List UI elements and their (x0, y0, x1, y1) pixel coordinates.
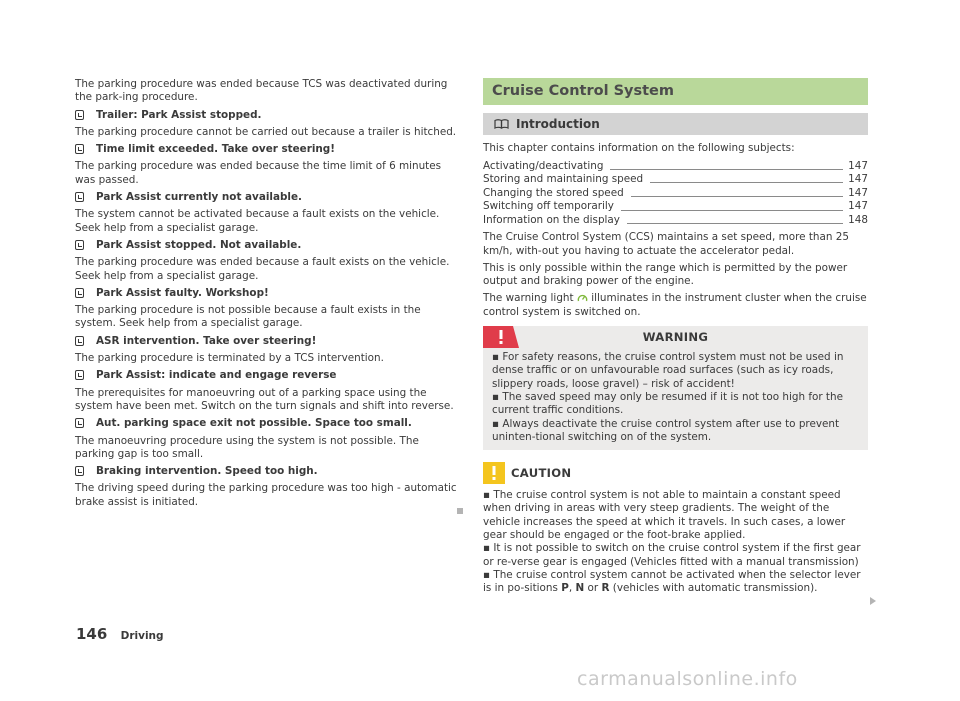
warning-box (483, 326, 868, 450)
display-message-icon (75, 192, 84, 202)
watermark: carmanualsonline.info (577, 668, 798, 690)
bullet-mark: ▪ (492, 351, 503, 364)
table-of-contents (483, 159, 868, 227)
caution-header (483, 462, 868, 484)
display-message-text: Park Assist faulty. Workshop! (96, 286, 269, 299)
toc-leader (621, 210, 843, 211)
display-message-icon (75, 144, 84, 154)
book-icon (494, 119, 509, 129)
warning-exclamation-icon (483, 326, 519, 348)
toc-leader (631, 196, 843, 197)
intro-text: This chapter contains information on the following subjects: (483, 142, 795, 154)
caution-last-before: The cruise control system cannot be activated when the selector lever is in po-sitions (483, 568, 861, 595)
bullet-mark: ▪ (492, 390, 503, 403)
toc-entry[interactable] (483, 214, 868, 228)
display-message-text: Aut. parking space exit not possible. Space too small. (96, 417, 412, 430)
toc-leader (627, 223, 843, 224)
section-end-icon (457, 508, 463, 514)
display-message-text: Park Assist stopped. Not available. (96, 238, 302, 251)
warning-light-text-after: illuminates in the instrument cluster when the cruise control system is switched on. (483, 292, 867, 318)
footer-section: Driving (120, 630, 164, 642)
sep-comma: , (568, 582, 573, 595)
position-p: P (561, 582, 569, 595)
display-message (75, 287, 461, 300)
bullet-mark: ▪ (483, 568, 494, 581)
message-explanation: The manoeuvring procedure using the system is not possible. The parking gap is too small. (75, 434, 419, 460)
toc-label: Activating/deactivating (483, 159, 604, 172)
toc-page: 147 (848, 186, 868, 199)
toc-leader (650, 182, 843, 183)
display-message (75, 465, 461, 478)
warning-bullet (492, 391, 859, 418)
subheading-label: Introduction (516, 117, 600, 131)
right-column (483, 78, 868, 596)
display-message (75, 239, 461, 252)
display-message-icon (75, 288, 84, 298)
toc-page: 147 (848, 200, 868, 213)
ccs-description: The Cruise Control System (CCS) maintains a set speed, more than 25 km/h, with-out you having to actuate the accelerator pedal. (483, 231, 849, 257)
caution-last-bullet (483, 569, 868, 596)
message-explanation: The parking procedure is not possible because a fault exists in the system. Seek help from a specialist garage. (75, 304, 421, 330)
display-message (75, 143, 461, 156)
display-message (75, 191, 461, 204)
display-message-icon (75, 466, 84, 476)
caution-bullet-text: The cruise control system is not able to maintain a constant speed when driving in areas with very steep gradients. The weight of the vehicle increases the speed at which it travels. In such cases, a lower gear should be engaged or the foot-brake applied. (483, 489, 846, 542)
toc-leader (610, 169, 843, 170)
display-message (75, 109, 461, 122)
caution-bullet-text: It is not possible to switch on the cruise control system if the first gear or re-verse gear is engaged (Vehicles fitted with a manual transmission) (483, 542, 861, 568)
caution-body (483, 489, 868, 569)
position-r: R (601, 582, 610, 595)
display-message-text: ASR intervention. Take over steering! (96, 334, 317, 347)
message-explanation: The driving speed during the parking procedure was too high - automatic brake assist is initiated. (75, 482, 457, 508)
caution-bullet (483, 489, 868, 542)
display-message-text: Time limit exceeded. Take over steering! (96, 143, 335, 156)
message-explanation: The parking procedure was ended because a fault exists on the vehicle. Seek help from a specialist garage. (75, 256, 450, 282)
display-message-icon (75, 336, 84, 346)
bullet-mark: ▪ (483, 489, 494, 502)
ccs-range-note: This is only possible within the range which is permitted by the power output and braking power of the engine. (483, 261, 848, 288)
toc-label: Changing the stored speed (483, 186, 624, 199)
cruise-control-warning-light-icon (577, 293, 588, 302)
warning-light-text-before: The warning light (483, 292, 574, 305)
caution-bullet (483, 542, 868, 569)
page-footer (76, 625, 164, 643)
warning-bullet (492, 418, 859, 445)
message-explanation: The prerequisites for manoeuvring out of a parking space using the system have been met. Switch on the turn signals and shift into reverse. (75, 386, 454, 412)
display-message (75, 369, 461, 382)
left-column (75, 78, 461, 513)
display-message-text: Park Assist currently not available. (96, 191, 302, 204)
warning-header (483, 326, 868, 348)
warning-light-note (483, 292, 868, 319)
message-explanation: The parking procedure cannot be carried out because a trailer is hitched. (75, 125, 457, 138)
caution-title: CAUTION (511, 466, 572, 481)
display-message (75, 335, 461, 348)
message-explanation: The parking procedure was ended because the time limit of 6 minutes was passed. (75, 160, 442, 186)
toc-page: 148 (848, 213, 868, 226)
warning-bullet-text: For safety reasons, the cruise control system must not be used in dense traffic or on unfavourable road surfaces (such as icy roads, slippery roads, loose gravel) – risk of accident! (492, 351, 844, 390)
bullet-mark: ▪ (492, 417, 503, 430)
display-message (75, 417, 461, 430)
continued-arrow-icon (869, 597, 877, 605)
display-message-text: Trailer: Park Assist stopped. (96, 108, 262, 121)
sep-or: or (587, 582, 599, 595)
toc-page: 147 (848, 159, 868, 172)
toc-entry[interactable] (483, 200, 868, 214)
toc-entry[interactable] (483, 159, 868, 173)
page-number: 146 (76, 625, 108, 643)
warning-bullet-text: Always deactivate the cruise control system after use to prevent uninten-tional switching on of the system. (492, 417, 840, 443)
display-message-icon (75, 370, 84, 380)
toc-entry[interactable] (483, 173, 868, 187)
caution-last-after: (vehicles with automatic transmission). (612, 582, 818, 595)
message-explanation: The parking procedure was ended because TCS was deactivated during the park-ing procedure. (75, 78, 448, 104)
message-explanation: The parking procedure is terminated by a TCS intervention. (75, 352, 384, 365)
warning-body (483, 348, 868, 444)
display-message-icon (75, 110, 84, 120)
section-title: Cruise Control System (483, 78, 868, 105)
warning-bullet-text: The saved speed may only be resumed if it is not too high for the current traffic conditions. (492, 390, 843, 417)
toc-page: 147 (848, 173, 868, 186)
warning-title: WARNING (642, 330, 709, 345)
warning-bullet (492, 351, 859, 391)
display-message-text: Braking intervention. Speed too high. (96, 465, 318, 478)
caution-exclamation-icon (483, 462, 505, 484)
subheading-introduction (483, 113, 868, 135)
toc-label: Switching off temporarily (483, 200, 614, 213)
toc-entry[interactable] (483, 186, 868, 200)
display-message-text: Park Assist: indicate and engage reverse (96, 369, 337, 382)
toc-label: Storing and maintaining speed (483, 173, 644, 186)
display-message-icon (75, 240, 84, 250)
display-message-icon (75, 418, 84, 428)
toc-label: Information on the display (483, 213, 620, 226)
position-n: N (575, 582, 585, 595)
bullet-mark: ▪ (483, 542, 494, 555)
message-explanation: The system cannot be activated because a fault exists on the vehicle. Seek help from a specialist garage. (75, 208, 440, 234)
